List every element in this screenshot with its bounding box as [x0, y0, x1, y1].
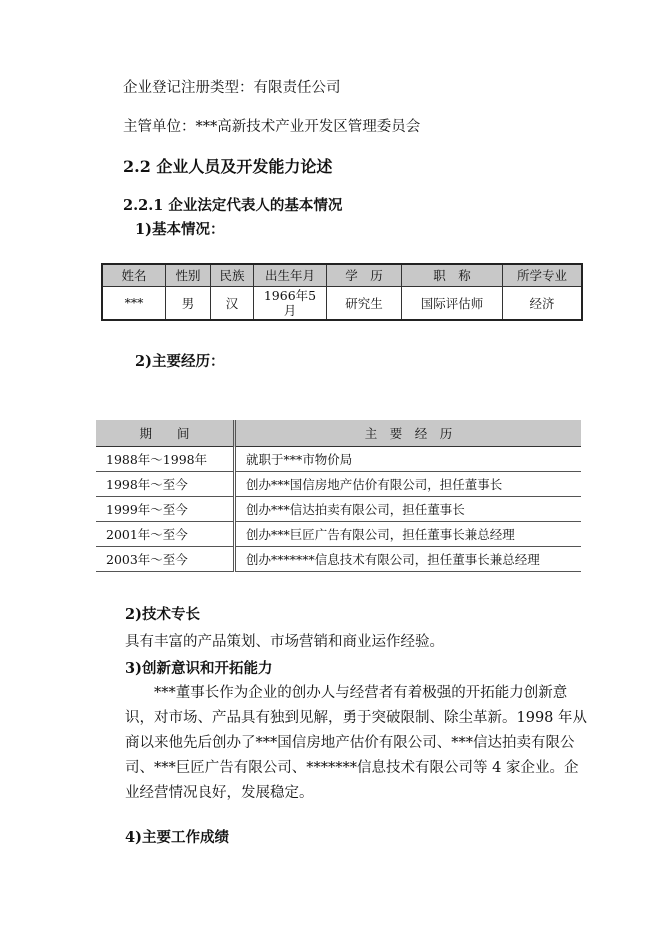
basic-info-header-row — [102, 264, 582, 286]
cell-major: 经济 — [503, 286, 583, 320]
tech-text: 具有丰富的产品策划、市场营销和商业运作经验。 — [125, 634, 444, 650]
section-2-2-heading: 2.2 企业人员及开发能力论述 — [123, 157, 333, 176]
col-header-education: 学 历 — [327, 264, 402, 286]
col-header-period: 期 间 — [96, 420, 235, 447]
innovation-heading: 3)创新意识和开拓能力 — [125, 660, 273, 677]
cell-experience: 就职于***市物价局 — [235, 447, 582, 472]
col-header-major: 所学专业 — [503, 264, 583, 286]
supervisor-line: 主管单位：***高新技术产业开发区管理委员会 — [123, 119, 421, 135]
tech-heading: 2)技术专长 — [125, 606, 200, 623]
cell-period: 1988年～1998年 — [96, 447, 235, 472]
cell-period: 1998年～至今 — [96, 472, 235, 497]
cell-title: 国际评估师 — [402, 286, 503, 320]
col-header-title: 职 称 — [402, 264, 503, 286]
experience-header-row — [96, 420, 581, 447]
col-header-gender: 性别 — [166, 264, 211, 286]
cell-gender: 男 — [166, 286, 211, 320]
cell-name: *** — [102, 286, 166, 320]
cell-ethnicity: 汉 — [211, 286, 254, 320]
paragraph-line: 司、***巨匠广告有限公司、*******信息技术有限公司等 4 家企业。企 — [125, 760, 579, 776]
cell-experience: 创办***巨匠广告有限公司，担任董事长兼总经理 — [235, 522, 582, 547]
cell-period: 1999年～至今 — [96, 497, 235, 522]
cell-education: 研究生 — [327, 286, 402, 320]
cell-period: 2001年～至今 — [96, 522, 235, 547]
cell-period: 2003年～至今 — [96, 547, 235, 572]
col-header-birth: 出生年月 — [254, 264, 327, 286]
table-row — [96, 447, 581, 472]
cell-experience: 创办*******信息技术有限公司，担任董事长兼总经理 — [235, 547, 582, 572]
table-row — [102, 286, 582, 320]
innovation-paragraph — [125, 681, 588, 806]
registration-type-line: 企业登记注册类型：有限责任公司 — [123, 80, 341, 96]
paragraph-line: 识，对市场、产品具有独到见解，勇于突破限制、除尘革新。1998 年从 — [125, 710, 588, 726]
achievement-heading: 4)主要工作成绩 — [125, 829, 229, 846]
section-2-2-1-heading: 2.2.1 企业法定代表人的基本情况 — [123, 197, 343, 214]
paragraph-line: 业经营情况良好，发展稳定。 — [125, 785, 314, 801]
cell-birth: 1966年5 月 — [254, 286, 327, 320]
paragraph-line: 商以来他先后创办了***国信房地产估价有限公司、***信达拍卖有限公 — [125, 735, 575, 751]
col-header-experience: 主 要 经 历 — [235, 420, 582, 447]
table-row — [96, 522, 581, 547]
col-header-ethnicity: 民族 — [211, 264, 254, 286]
basic-info-heading: 1)基本情况： — [135, 221, 225, 238]
col-header-name: 姓名 — [102, 264, 166, 286]
experience-heading: 2)主要经历： — [135, 353, 225, 370]
table-row — [96, 472, 581, 497]
table-row — [96, 547, 581, 572]
cell-experience: 创办***国信房地产估价有限公司，担任董事长 — [235, 472, 582, 497]
basic-info-table — [101, 263, 583, 321]
paragraph-line: ***董事长作为企业的创办人与经营者有着极强的开拓能力创新意 — [154, 685, 568, 701]
cell-experience: 创办***信达拍卖有限公司，担任董事长 — [235, 497, 582, 522]
experience-table — [96, 420, 581, 572]
table-row — [96, 497, 581, 522]
